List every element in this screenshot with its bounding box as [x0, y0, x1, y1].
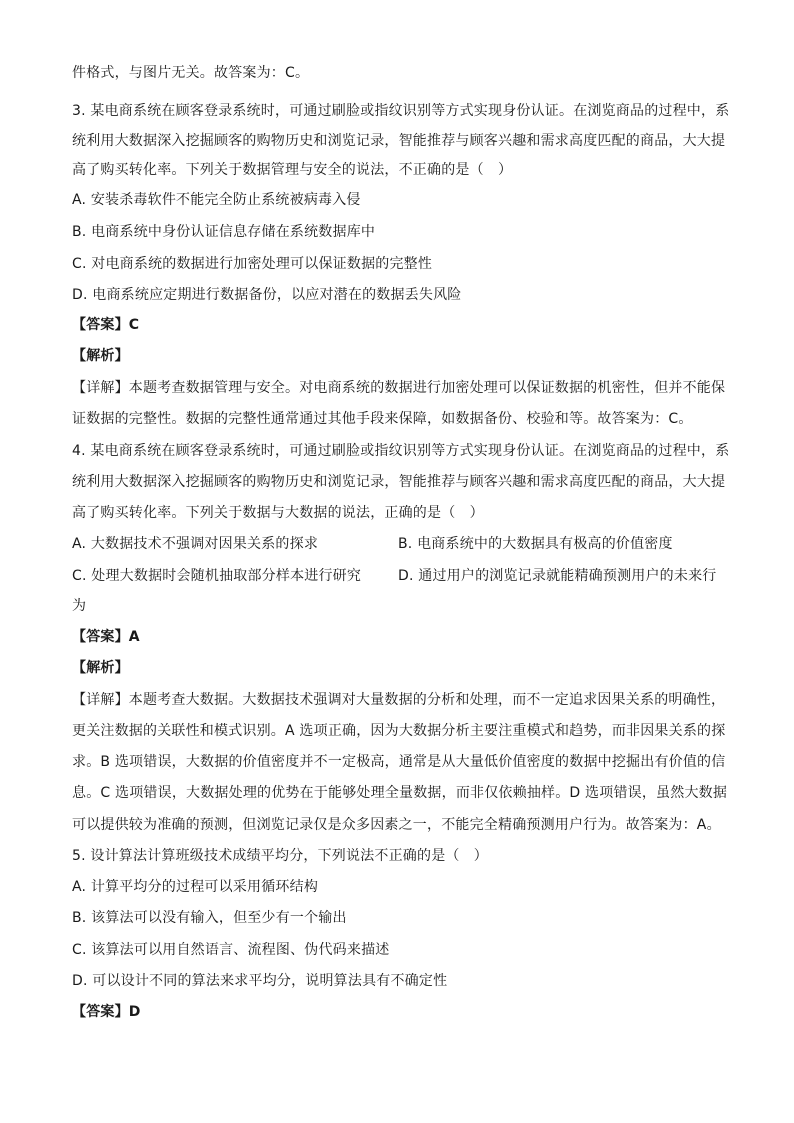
option-c: C. 该算法可以用自然语言、流程图、伪代码来描述: [72, 942, 390, 958]
question-3-stem: 3. 某电商系统在顾客登录系统时，可通过刷脸或指纹识别等方式实现身份认证。在浏览商品的过程中，系: [72, 103, 730, 119]
explanation: 【详解】本题考查数据管理与安全。对电商系统的数据进行加密处理可以保证数据的机密性，但并不能保: [72, 380, 726, 396]
option-b: B. 电商系统中身份认证信息存储在系统数据库中: [72, 224, 376, 240]
option-c: C. 对电商系统的数据进行加密处理可以保证数据的完整性: [72, 256, 433, 272]
option-a: A. 安装杀毒软件不能完全防止系统被病毒入侵: [72, 192, 361, 208]
analysis-label: 【解析】: [72, 348, 129, 364]
option-d: D. 通过用户的浏览记录就能精确预测用户的未来行: [398, 568, 717, 584]
explanation: 证数据的完整性。数据的完整性通常通过其他手段来保障，如数据备份、校验和等。故答案为：C。: [72, 411, 693, 427]
option-a: A. 计算平均分的过程可以采用循环结构: [72, 879, 319, 895]
option-b: B. 电商系统中的大数据具有极高的价值密度: [398, 536, 673, 552]
question-4-stem: 统利用大数据深入挖掘顾客的购物历史和浏览记录，智能推荐与顾客兴趣和需求高度匹配的商品，大大提: [72, 474, 726, 490]
answer-label: 【答案】D: [72, 1004, 141, 1020]
question-4-stem: 4. 某电商系统在顾客登录系统时，可通过刷脸或指纹识别等方式实现身份认证。在浏览商品的过程中，系: [72, 443, 730, 459]
question-5-stem: 5. 设计算法计算班级技术成绩平均分，下列说法不正确的是（ ）: [72, 848, 489, 864]
answer-label: 【答案】C: [72, 317, 140, 333]
answer-label: 【答案】A: [72, 629, 140, 645]
explanation: 【详解】本题考查大数据。大数据技术强调对大量数据的分析和处理，而不一定追求因果关系的明确性，: [72, 692, 726, 708]
explanation: 更关注数据的关联性和模式识别。A 选项正确，因为大数据分析主要注重模式和趋势，而非因果关系的探: [72, 723, 726, 739]
option-d: D. 可以设计不同的算法来求平均分，说明算法具有不确定性: [72, 973, 448, 989]
option-d: D. 电商系统应定期进行数据备份，以应对潜在的数据丢失风险: [72, 287, 462, 303]
option-d-wrap: 为: [72, 598, 87, 614]
question-4-stem: 高了购买转化率。下列关于数据与大数据的说法，正确的是（ ）: [72, 505, 484, 521]
explanation: 求。B 选项错误，大数据的价值密度并不一定极高，通常是从大量低价值密度的数据中挖掘出有价值的信: [72, 754, 726, 770]
option-a: A. 大数据技术不强调对因果关系的探求: [72, 536, 319, 552]
explanation: 息。C 选项错误，大数据处理的优势在于能够处理全量数据，而非仅依赖抽样。D 选项错误，虽然大数据: [72, 785, 728, 801]
question-3-stem: 高了购买转化率。下列关于数据管理与安全的说法，不正确的是（ ）: [72, 162, 513, 178]
option-b: B. 该算法可以没有输入，但至少有一个输出: [72, 910, 347, 926]
option-c: C. 处理大数据时会随机抽取部分样本进行研究: [72, 568, 362, 584]
explanation: 可以提供较为准确的预测，但浏览记录仅是众多因素之一，不能完全精确预测用户行为。故答案为：A。: [72, 817, 721, 833]
question-3-stem: 统利用大数据深入挖掘顾客的购物历史和浏览记录，智能推荐与顾客兴趣和需求高度匹配的商品，大大提: [72, 133, 726, 149]
analysis-label: 【解析】: [72, 660, 129, 676]
text-line: 件格式，与图片无关。故答案为：C。: [72, 65, 310, 81]
